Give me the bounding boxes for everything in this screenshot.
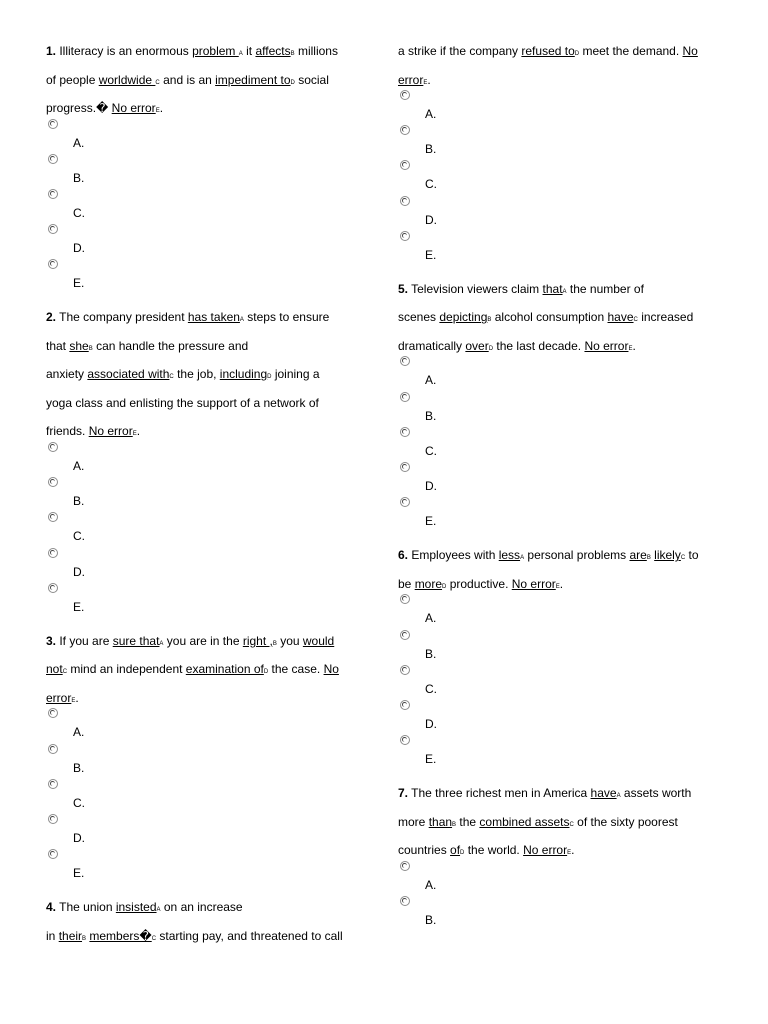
question-text: social <box>294 72 329 87</box>
question-text: starting pay, and threatened to call <box>156 928 343 943</box>
answer-option[interactable] <box>398 739 728 774</box>
question-text: If you are <box>56 633 113 648</box>
answer-marker: B <box>290 51 295 57</box>
underlined-phrase: that <box>542 281 563 296</box>
answer-marker: E <box>628 345 633 352</box>
option-label: A. <box>73 458 85 473</box>
radio-button[interactable] <box>400 462 410 472</box>
option-label: C. <box>73 205 85 220</box>
answer-option[interactable] <box>398 94 728 129</box>
question-text: mind an independent <box>67 662 186 677</box>
radio-button[interactable] <box>400 630 410 640</box>
answer-option[interactable] <box>46 446 376 481</box>
option-label: C. <box>73 529 85 544</box>
option-label: A. <box>425 373 437 388</box>
question-text-line <box>46 66 376 95</box>
underlined-phrase: combined assets <box>479 814 570 829</box>
answer-option[interactable] <box>398 164 728 199</box>
underlined-phrase: problem <box>192 44 239 58</box>
question-text-line <box>398 303 728 332</box>
radio-button[interactable] <box>400 497 410 507</box>
answer-marker: D <box>488 345 494 352</box>
underlined-phrase: of <box>450 843 461 858</box>
answer-option[interactable] <box>398 200 728 235</box>
option-label: B. <box>73 170 85 185</box>
answer-marker: D <box>290 79 295 86</box>
underlined-phrase: error <box>398 72 424 87</box>
answer-option[interactable] <box>398 466 728 501</box>
question-text-line <box>46 360 376 389</box>
option-label: B. <box>425 142 437 157</box>
question-text: alcohol consumption <box>491 310 608 325</box>
radio-button[interactable] <box>48 708 58 718</box>
question-number: 2. <box>46 310 57 325</box>
underlined-phrase: more <box>414 576 443 591</box>
question-text-line <box>46 389 376 418</box>
underlined-phrase: No error <box>523 843 568 858</box>
underlined-phrase: No <box>682 44 698 58</box>
answer-option[interactable] <box>46 516 376 551</box>
option-label: D. <box>425 479 437 493</box>
question-3 <box>46 627 376 893</box>
question-text: The three richest men in America <box>408 786 591 801</box>
question-text-line <box>398 541 728 570</box>
question-text: you are in the <box>163 633 243 648</box>
underlined-phrase: than <box>428 814 453 829</box>
radio-button[interactable] <box>48 548 58 558</box>
answer-option[interactable] <box>46 481 376 516</box>
answer-marker: D <box>267 374 272 381</box>
option-label: E. <box>425 247 437 262</box>
question-text: millions <box>294 44 338 58</box>
option-label: E. <box>73 599 85 614</box>
answer-option[interactable] <box>398 900 728 935</box>
question-text-line <box>46 627 376 656</box>
question-text: . <box>571 843 575 858</box>
underlined-phrase: No error <box>111 101 156 115</box>
option-label: D. <box>425 212 437 227</box>
answer-marker: A <box>616 793 621 800</box>
radio-button[interactable] <box>48 154 58 164</box>
question-number: 1. <box>46 44 57 58</box>
underlined-phrase: over <box>465 338 489 353</box>
answer-marker: E <box>132 431 137 438</box>
answer-option[interactable] <box>46 158 376 193</box>
answer-marker: C <box>680 555 686 562</box>
question-text: . <box>427 72 431 87</box>
question-text: to <box>685 548 699 563</box>
question-text: Television viewers claim <box>408 281 543 296</box>
question-text: the world. <box>464 843 524 858</box>
radio-button[interactable] <box>400 196 410 206</box>
answer-option[interactable] <box>46 587 376 622</box>
answer-option[interactable] <box>398 360 728 395</box>
underlined-phrase: examination of <box>185 662 264 677</box>
answer-marker: E <box>423 79 428 86</box>
question-text: . <box>559 576 564 591</box>
answer-marker: A <box>562 288 567 295</box>
question-number: 5. <box>398 281 409 296</box>
answer-marker: A <box>239 317 244 324</box>
question-text-line <box>46 655 376 684</box>
option-label: A. <box>425 877 437 892</box>
answer-marker: E <box>71 697 76 704</box>
question-text-line <box>46 417 376 446</box>
question-text: the number of <box>566 281 644 296</box>
question-text: progress.� <box>46 101 112 115</box>
option-label: A. <box>425 611 437 626</box>
question-text: scenes <box>398 310 440 325</box>
answer-marker: B <box>452 821 457 828</box>
underlined-phrase: No error <box>584 338 629 353</box>
radio-button[interactable] <box>48 814 58 824</box>
option-label: C. <box>425 443 437 458</box>
radio-button[interactable] <box>48 119 58 129</box>
underlined-phrase: worldwide <box>98 72 156 87</box>
answer-marker: E <box>155 108 160 114</box>
option-label: C. <box>73 795 85 810</box>
answer-option[interactable] <box>46 783 376 818</box>
underlined-phrase: likely <box>654 548 681 563</box>
question-6 <box>398 541 728 779</box>
answer-option[interactable] <box>398 865 728 900</box>
answer-marker: C <box>569 821 574 828</box>
question-text: increased <box>637 310 694 325</box>
question-text: The company president <box>56 310 188 325</box>
question-text-line <box>46 684 376 713</box>
question-text: . <box>75 690 79 705</box>
question-text: countries <box>398 843 451 858</box>
answer-option[interactable] <box>46 748 376 783</box>
question-text: on an increase <box>160 900 243 915</box>
option-label: C. <box>425 177 437 192</box>
option-label: E. <box>73 866 85 881</box>
question-number: 7. <box>398 786 409 801</box>
answer-marker: D <box>263 669 269 676</box>
underlined-phrase: has taken <box>187 310 240 325</box>
question-text-line <box>398 37 728 66</box>
answer-marker: A <box>159 640 164 647</box>
option-label: C. <box>425 681 437 696</box>
question-text: more <box>398 814 429 829</box>
question-5 <box>398 275 728 541</box>
question-text: steps to ensure <box>243 310 330 325</box>
answer-marker: A <box>156 907 161 914</box>
answer-marker: C <box>62 669 68 676</box>
answer-marker: D <box>442 583 447 590</box>
radio-button[interactable] <box>48 442 58 452</box>
question-text: it <box>242 44 256 58</box>
answer-option[interactable] <box>398 235 728 270</box>
question-text: a strike if the company <box>398 44 522 58</box>
radio-button[interactable] <box>400 392 410 402</box>
question-7 <box>398 779 728 940</box>
question-number: 3. <box>46 633 57 648</box>
answer-option[interactable] <box>398 431 728 466</box>
radio-button[interactable] <box>400 427 410 437</box>
radio-button[interactable] <box>48 512 58 522</box>
option-label: B. <box>73 494 85 509</box>
question-text: anxiety <box>46 367 88 382</box>
question-text: personal problems <box>524 548 630 563</box>
option-label: E. <box>425 752 437 767</box>
question-text: . <box>159 101 164 115</box>
left-column <box>46 37 376 950</box>
underlined-phrase: including <box>219 367 268 382</box>
radio-button[interactable] <box>48 849 58 859</box>
underlined-phrase: associated with <box>87 367 170 382</box>
answer-option[interactable] <box>46 818 376 853</box>
option-label: E. <box>73 276 85 291</box>
underlined-phrase: less <box>498 548 521 563</box>
radio-button[interactable] <box>48 259 58 269</box>
answer-option[interactable] <box>398 129 728 164</box>
question-text-line <box>46 37 376 66</box>
underlined-phrase: not <box>46 662 63 677</box>
question-text: the <box>456 814 480 829</box>
question-text: that <box>46 338 70 353</box>
question-text-line <box>398 275 728 304</box>
question-text: dramatically <box>398 338 466 353</box>
underlined-phrase: No error <box>511 576 556 591</box>
radio-button[interactable] <box>400 735 410 745</box>
question-text: productive. <box>446 576 512 591</box>
question-text: and is an <box>159 72 216 87</box>
question-4 <box>46 893 376 950</box>
question-text-line <box>398 808 728 837</box>
option-label: D. <box>425 716 437 731</box>
underlined-phrase: have <box>590 786 617 801</box>
radio-button[interactable] <box>400 665 410 675</box>
question-text: . <box>632 338 636 353</box>
radio-button[interactable] <box>400 356 410 366</box>
answer-marker: E <box>567 850 572 857</box>
underlined-phrase: right , <box>242 633 273 648</box>
underlined-phrase: No error <box>88 424 133 439</box>
question-text: can handle the pressure and <box>92 338 249 353</box>
underlined-phrase: she <box>69 338 89 353</box>
question-text: the job, <box>173 367 220 382</box>
question-text: you <box>276 633 303 648</box>
radio-button[interactable] <box>48 224 58 234</box>
question-text: of people <box>46 72 99 87</box>
radio-button[interactable] <box>48 189 58 199</box>
answer-marker: D <box>460 850 465 857</box>
question-1 <box>46 37 376 303</box>
radio-button[interactable] <box>400 125 410 135</box>
answer-marker: A <box>520 555 525 562</box>
question-text: The union <box>56 900 116 915</box>
radio-button[interactable] <box>400 160 410 170</box>
answer-option[interactable] <box>46 552 376 587</box>
question-text: in <box>46 928 59 943</box>
question-text: assets worth <box>620 786 692 801</box>
option-label: E. <box>425 514 437 529</box>
answer-marker: B <box>272 640 277 647</box>
underlined-phrase: insisted <box>115 900 157 915</box>
answer-marker: A <box>238 51 243 57</box>
radio-button[interactable] <box>400 90 410 100</box>
question-text-line <box>398 66 728 95</box>
radio-button[interactable] <box>48 744 58 754</box>
option-label: D. <box>73 241 85 256</box>
option-label: A. <box>425 107 437 121</box>
question-text: the last decade. <box>493 338 585 353</box>
question-number: 6. <box>398 548 409 563</box>
answer-option[interactable] <box>398 598 728 633</box>
answer-option[interactable] <box>398 669 728 704</box>
option-label: B. <box>73 760 85 775</box>
radio-button[interactable] <box>400 594 410 604</box>
question-text-line <box>398 779 728 808</box>
option-label: D. <box>73 830 85 845</box>
underlined-phrase: have <box>607 310 634 325</box>
answer-option[interactable] <box>46 228 376 263</box>
answer-marker: E <box>555 583 560 590</box>
radio-button[interactable] <box>400 700 410 710</box>
answer-marker: C <box>151 935 157 942</box>
underlined-phrase: impediment to <box>215 72 291 87</box>
question-text: the case. <box>268 662 324 677</box>
underlined-phrase: depicting <box>439 310 488 325</box>
answer-marker: B <box>88 345 93 352</box>
question-text: Employees with <box>408 548 499 563</box>
underlined-phrase: refused to <box>521 44 575 58</box>
answer-marker: B <box>646 555 651 562</box>
question-text: be <box>398 576 415 591</box>
question-text: meet the demand. <box>579 44 683 58</box>
question-text-line <box>46 303 376 332</box>
question-text: friends. <box>46 424 89 439</box>
answer-marker: C <box>155 79 160 86</box>
question-text-line <box>46 332 376 361</box>
radio-button[interactable] <box>400 861 410 871</box>
option-label: A. <box>73 725 85 740</box>
radio-button[interactable] <box>48 477 58 487</box>
underlined-phrase: their <box>58 928 83 943</box>
option-label: B. <box>425 646 437 661</box>
question-text-line <box>398 332 728 361</box>
question-text: Illiteracy is an enormous <box>56 44 193 58</box>
question-number: 4. <box>46 900 57 915</box>
question-text: . <box>136 424 141 439</box>
answer-option[interactable] <box>398 634 728 669</box>
underlined-phrase: error <box>46 690 72 705</box>
question-4-continued <box>398 37 728 275</box>
question-text-line <box>46 922 376 951</box>
radio-button[interactable] <box>400 231 410 241</box>
radio-button[interactable] <box>48 779 58 789</box>
question-2 <box>46 303 376 626</box>
option-label: B. <box>425 408 437 423</box>
question-text: joining a <box>271 367 320 382</box>
option-label: A. <box>73 135 85 150</box>
underlined-phrase: would <box>302 633 335 648</box>
answer-marker: B <box>487 317 492 324</box>
answer-option[interactable] <box>46 263 376 298</box>
answer-option[interactable] <box>46 712 376 747</box>
answer-option[interactable] <box>398 501 728 536</box>
radio-button[interactable] <box>400 896 410 906</box>
answer-marker: C <box>169 374 174 381</box>
answer-option[interactable] <box>46 193 376 228</box>
answer-marker: C <box>633 317 638 324</box>
right-column <box>398 37 728 940</box>
underlined-phrase: affects <box>255 44 291 58</box>
option-label: D. <box>73 564 85 579</box>
underlined-phrase: No <box>323 662 339 677</box>
answer-marker: B <box>82 935 87 942</box>
question-text-line <box>46 893 376 922</box>
answer-option[interactable] <box>46 123 376 158</box>
radio-button[interactable] <box>48 583 58 593</box>
answer-option[interactable] <box>46 853 376 888</box>
underlined-phrase: members� <box>89 928 152 943</box>
question-text: yoga class and enlisting the support of a network of <box>46 395 319 410</box>
answer-option[interactable] <box>398 704 728 739</box>
answer-marker: D <box>574 51 580 57</box>
question-text-line <box>398 570 728 599</box>
question-text-line <box>398 836 728 865</box>
question-text: of the sixty poorest <box>573 814 678 829</box>
option-label: B. <box>425 913 437 927</box>
underlined-phrase: sure that <box>112 633 160 648</box>
question-text-line <box>46 94 376 123</box>
answer-option[interactable] <box>398 396 728 431</box>
underlined-phrase: are <box>629 548 647 563</box>
